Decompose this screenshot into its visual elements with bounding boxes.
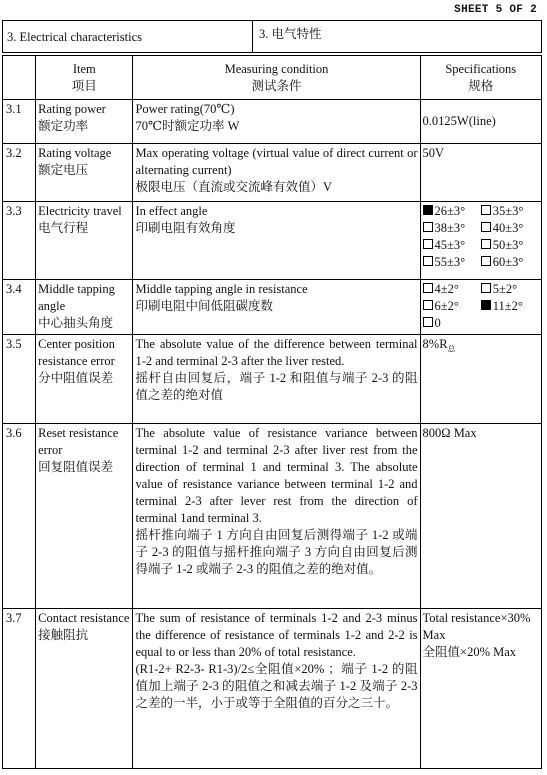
spec-checkbox-option xyxy=(423,220,481,237)
row-spec: Total resistance×30% Max 全阻值×20% Max xyxy=(420,609,541,769)
row-spec: 800Ω Max xyxy=(420,424,541,609)
spec-checkbox-option xyxy=(481,237,539,254)
option-label: 0 xyxy=(434,316,441,330)
unchecked-box-icon xyxy=(423,300,433,310)
header-item: Item 项目 xyxy=(36,56,133,100)
table-header-row xyxy=(3,56,542,100)
row-item: Rating power 额定功率 xyxy=(36,100,133,144)
option-label: 50±3° xyxy=(492,238,524,252)
section-header xyxy=(2,20,542,53)
unchecked-box-icon xyxy=(423,283,433,293)
row-condition: Max operating voltage (virtual value of direct current or alternating current) 极限电压（直流或交流峰有效值）V xyxy=(133,144,420,202)
table-row xyxy=(3,144,542,202)
spec-checkbox-option xyxy=(423,315,481,332)
spec-checkbox-option xyxy=(423,298,481,315)
option-label: 38±3° xyxy=(434,221,466,235)
sheet-number: SHEET 5 OF 2 xyxy=(454,4,537,16)
option-label: 40±3° xyxy=(492,221,524,235)
table-row xyxy=(3,424,542,609)
unchecked-box-icon xyxy=(423,256,433,266)
spec-checkbox-option xyxy=(481,220,539,237)
table-row xyxy=(3,202,542,280)
row-condition: The absolute value of the difference between terminal 1-2 and terminal 2-3 after the liver rested. 摇杆自由回复后，端子 1-2 和阻值与端子 2-3 的阻值之差的绝对值 xyxy=(133,335,420,424)
option-label: 26±3° xyxy=(434,204,466,218)
table-row xyxy=(3,335,542,424)
row-number: 3.2 xyxy=(3,144,36,202)
option-label: 5±2° xyxy=(492,282,518,296)
row-item: Rating voltage 额定电压 xyxy=(36,144,133,202)
spec-checkbox-option xyxy=(423,254,481,271)
table-row xyxy=(3,100,542,144)
row-item: Reset resistance error 回复阻值误差 xyxy=(36,424,133,609)
section-title-en: 3. Electrical characteristics xyxy=(3,21,253,52)
row-spec: 0.0125W(line) xyxy=(420,100,541,144)
row-condition: Middle tapping angle in resistance 印刷电阻中间低阻碳度数 xyxy=(133,280,420,335)
spec-checkbox-option xyxy=(481,281,539,298)
row-item: Middle tapping angle 中心抽头角度 xyxy=(36,280,133,335)
unchecked-box-icon xyxy=(481,205,491,215)
row-condition: The sum of resistance of terminals 1-2 and 2-3 minus the difference of resistance of terminals 1-2 and 2-2 is equal to or less than 20% of total resistance. (R1-2+ R2-3- R1-3)/2≤全阻值×20% ；端子 1-2 的阻值加上端子 2-3 的阻值之和减去端子 1-2 及端子 2-3 之差的一半，小于或等于全阻值的百分之三十。 xyxy=(133,609,420,769)
option-label: 4±2° xyxy=(434,282,459,296)
spec-checkbox-option xyxy=(481,254,539,271)
unchecked-box-icon xyxy=(423,317,433,327)
unchecked-box-icon xyxy=(423,222,433,232)
option-label: 6±2° xyxy=(434,299,459,313)
spec-checkbox-option xyxy=(423,281,481,298)
spec-checkbox-option xyxy=(423,237,481,254)
section-title-cn: 3. 电气特性 xyxy=(259,27,322,41)
row-spec: $8\%R_总$ xyxy=(420,335,541,424)
option-label: 55±3° xyxy=(434,255,466,269)
unchecked-box-icon xyxy=(481,222,491,232)
option-label: 60±3° xyxy=(492,255,524,269)
row-condition: In effect angle 印刷电阻有效角度 xyxy=(133,202,420,280)
table-row xyxy=(3,280,542,335)
spec-checkbox-option xyxy=(423,203,481,220)
row-condition: The absolute value of resistance variance between terminal 1-2 and terminal 2-3 after liver rest from the direction of terminal 1 and terminal 3. The absolute value of resistance variance between terminal 1-2 and terminal 2-3 after lever rest from the direction of terminal 1and terminal 3. 摇杆推向端子 1 方向自由回复后测得端子 1-2 或端子 2-3 的阻值与摇杆推向端子 3 方向自由回复后测得端子 1-2 或端子 2-3 的阻值之差的绝对值。 xyxy=(133,424,420,609)
row-number: 3.5 xyxy=(3,335,36,424)
unchecked-box-icon xyxy=(481,283,491,293)
option-label: 45±3° xyxy=(434,238,466,252)
unchecked-box-icon xyxy=(481,239,491,249)
unchecked-box-icon xyxy=(481,256,491,266)
table-row xyxy=(3,609,542,769)
checked-box-icon xyxy=(423,205,433,215)
row-item: Electricity travel 电气行程 xyxy=(36,202,133,280)
row-number: 3.7 xyxy=(3,609,36,769)
spec-table xyxy=(2,55,542,769)
spec-checkbox-option xyxy=(481,203,539,220)
row-spec-options xyxy=(420,202,541,280)
row-spec-options xyxy=(420,280,541,335)
row-condition: Power rating(70℃) 70℃时额定功率 W xyxy=(133,100,420,144)
row-number: 3.1 xyxy=(3,100,36,144)
option-label: 11±2° xyxy=(492,299,523,313)
row-number: 3.3 xyxy=(3,202,36,280)
option-label: 35±3° xyxy=(492,204,524,218)
spec-checkbox-option xyxy=(481,298,539,315)
row-item: Contact resistance 接触阻抗 xyxy=(36,609,133,769)
unchecked-box-icon xyxy=(423,239,433,249)
row-item: Center position resistance error 分中阻值误差 xyxy=(36,335,133,424)
header-condition: Measuring condition 测试条件 xyxy=(133,56,420,100)
row-spec: 50V xyxy=(420,144,541,202)
checked-box-icon xyxy=(481,300,491,310)
header-spec: Specifications 规格 xyxy=(420,56,541,100)
row-number: 3.4 xyxy=(3,280,36,335)
row-number: 3.6 xyxy=(3,424,36,609)
